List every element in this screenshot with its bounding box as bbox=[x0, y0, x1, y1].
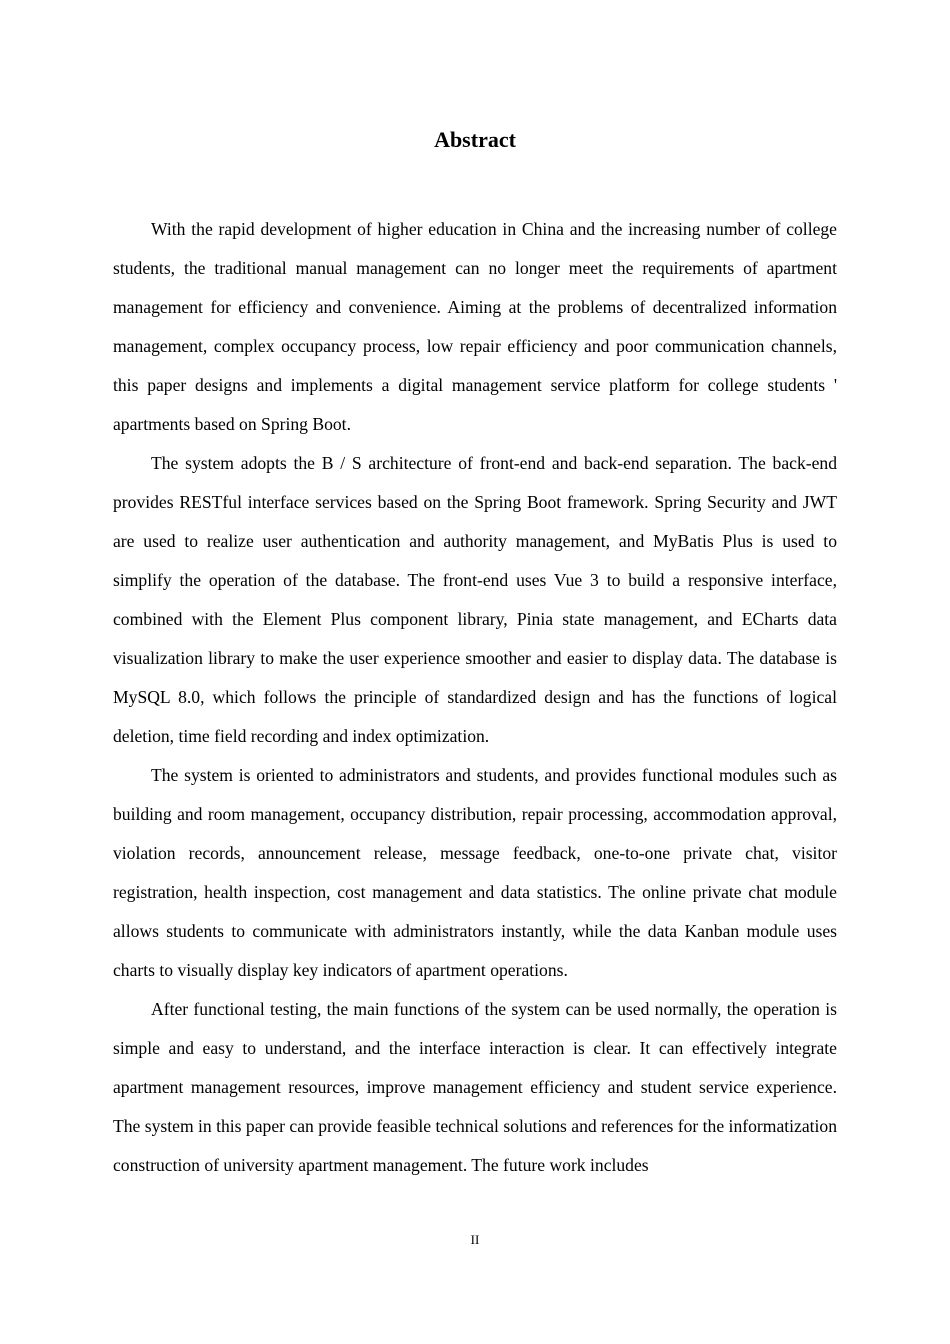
abstract-paragraph-1: With the rapid development of higher education in China and the increasing number of college students, the traditional manual management can no longer meet the requirements of apartment management for efficiency and convenience. Aiming at the problems of decentralized information management, complex occupancy process, low repair efficiency and poor communication channels, this paper designs and implements a digital management service platform for college students ' apartments based on Spring Boot. bbox=[113, 219, 837, 434]
page-number: II bbox=[470, 1232, 480, 1247]
abstract-paragraph-2: The system adopts the B / S architecture of front-end and back-end separation. The back-end provides RESTful interface services based on the Spring Boot framework. Spring Security and JWT are used to realize user authentication and authority management, and MyBatis Plus is used to simplify the operation of the database. The front-end uses Vue 3 to build a responsive interface, combined with the Element Plus component library, Pinia state management, and ECharts data visualization library to make the user experience smoother and easier to display data. The database is MySQL 8.0, which follows the principle of standardized design and has the functions of logical deletion, time field recording and index optimization. bbox=[113, 453, 837, 746]
abstract-body bbox=[113, 210, 837, 1185]
abstract-title: Abstract bbox=[434, 127, 516, 152]
abstract-paragraph-3: The system is oriented to administrators and students, and provides functional modules such as building and room management, occupancy distribution, repair processing, accommodation approval, violation records, announcement release, message feedback, one-to-one private chat, visitor registration, health inspection, cost management and data statistics. The online private chat module allows students to communicate with administrators instantly, while the data Kanban module uses charts to visually display key indicators of apartment operations. bbox=[113, 765, 837, 980]
abstract-paragraph-4: After functional testing, the main functions of the system can be used normally, the operation is simple and easy to understand, and the interface interaction is clear. It can effectively integrate apartment management resources, improve management efficiency and student service experience. The system in this paper can provide feasible technical solutions and references for the informatization construction of university apartment management. The future work includes bbox=[113, 999, 838, 1175]
